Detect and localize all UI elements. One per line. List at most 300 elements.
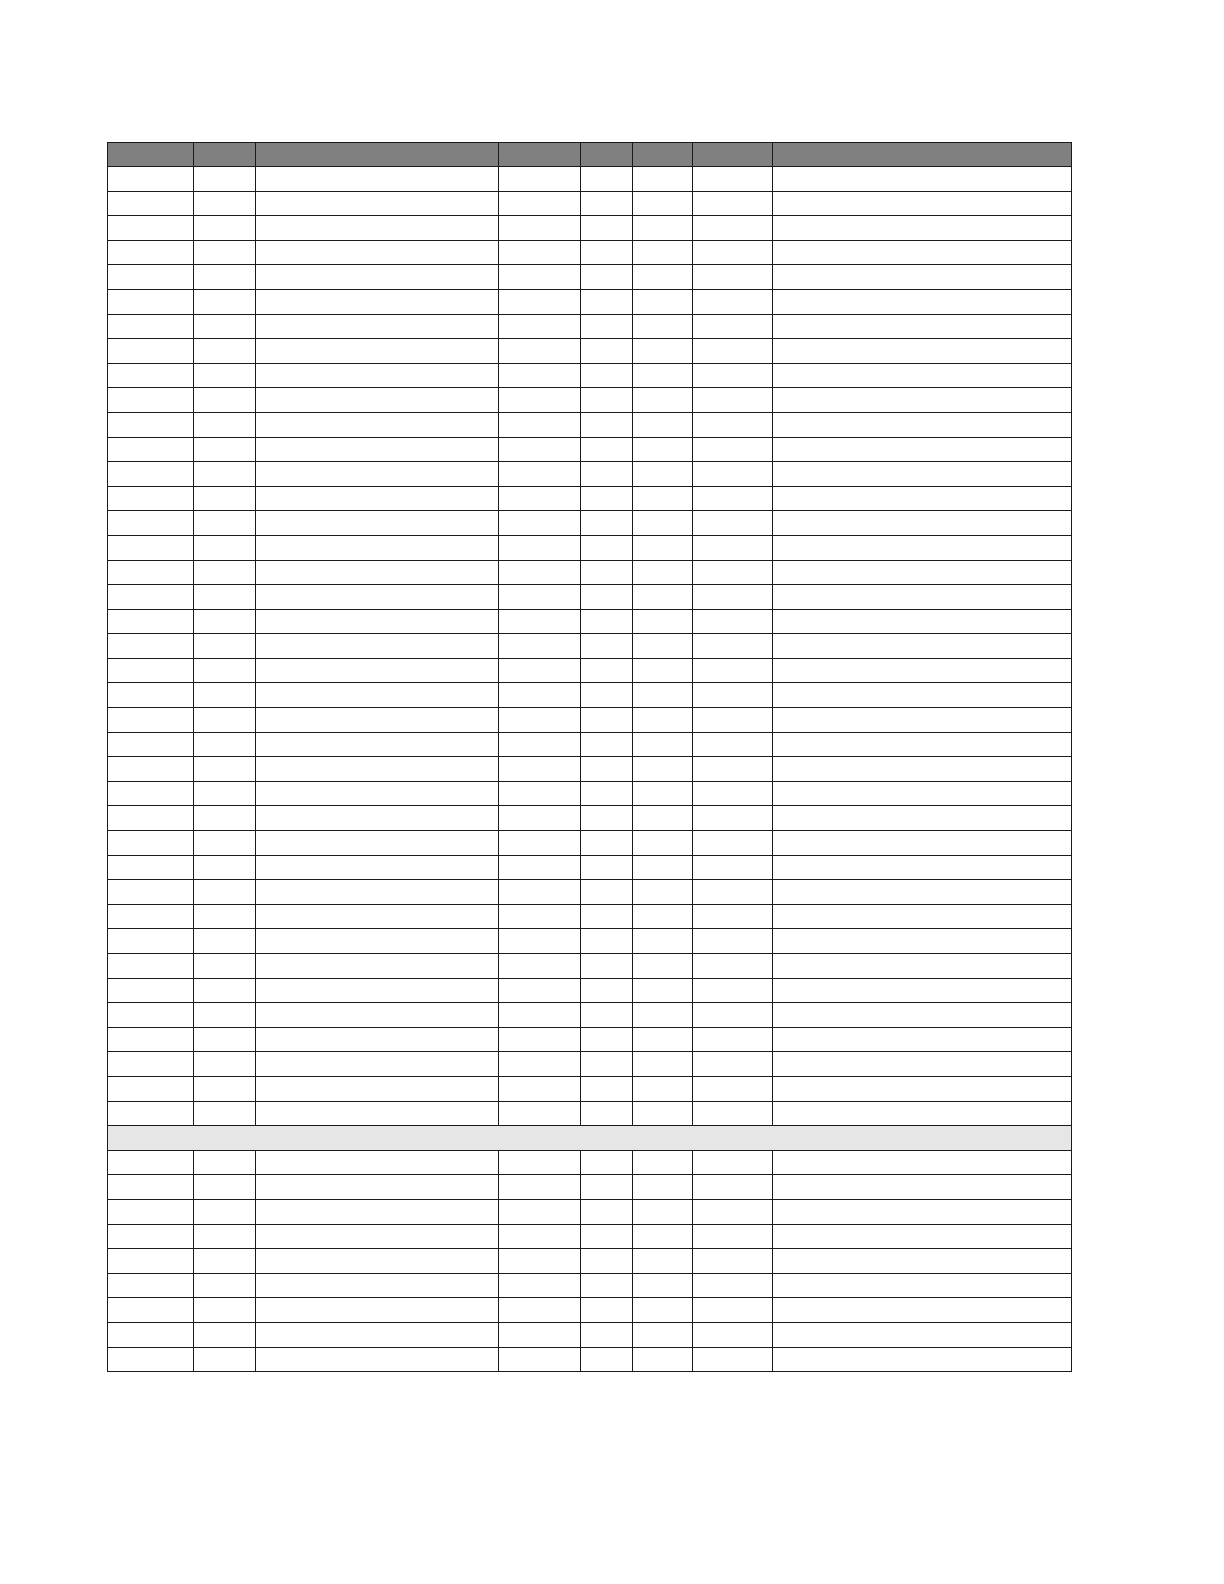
- table-row: [108, 781, 1072, 806]
- table-row: [108, 585, 1072, 610]
- table-cell: [256, 880, 499, 905]
- table-cell: [773, 1175, 1072, 1200]
- table-row: [108, 1273, 1072, 1298]
- table-cell: [108, 265, 194, 290]
- table-row: [108, 462, 1072, 487]
- table-cell: [499, 289, 581, 314]
- table-cell: [256, 609, 499, 634]
- table-cell: [693, 462, 773, 487]
- table-cell: [256, 1199, 499, 1224]
- table-cell: [499, 683, 581, 708]
- table-cell: [108, 216, 194, 241]
- table-cell: [773, 363, 1072, 388]
- table-cell: [256, 1175, 499, 1200]
- table-row: [108, 511, 1072, 536]
- table-cell: [773, 289, 1072, 314]
- table-cell: [633, 1150, 693, 1175]
- table-row: [108, 658, 1072, 683]
- table-cell: [773, 167, 1072, 192]
- table-cell: [633, 904, 693, 929]
- table-cell: [499, 462, 581, 487]
- data-table: [107, 142, 1072, 1372]
- table-cell: [693, 1003, 773, 1028]
- table-row: [108, 1027, 1072, 1052]
- table-cell: [633, 634, 693, 659]
- table-cell: [194, 634, 256, 659]
- table-cell: [499, 904, 581, 929]
- table-cell: [693, 1150, 773, 1175]
- table-cell: [633, 609, 693, 634]
- table-cell: [499, 634, 581, 659]
- table-cell: [633, 1347, 693, 1372]
- table-cell: [693, 388, 773, 413]
- table-cell: [194, 585, 256, 610]
- table-cell: [499, 978, 581, 1003]
- table-cell: [108, 1076, 194, 1101]
- table-cell: [633, 363, 693, 388]
- table-cell: [693, 363, 773, 388]
- table-cell: [581, 1347, 633, 1372]
- table-cell: [256, 683, 499, 708]
- table-cell: [581, 880, 633, 905]
- table-cell: [194, 1322, 256, 1347]
- table-cell: [773, 265, 1072, 290]
- table-cell: [108, 880, 194, 905]
- table-cell: [194, 486, 256, 511]
- table-cell: [773, 191, 1072, 216]
- table-cell: [499, 954, 581, 979]
- table-cell: [499, 855, 581, 880]
- table-cell: [256, 634, 499, 659]
- table-row: [108, 1224, 1072, 1249]
- table-cell: [581, 1076, 633, 1101]
- table-cell: [256, 462, 499, 487]
- table-cell: [108, 1273, 194, 1298]
- table-cell: [773, 1003, 1072, 1028]
- table-cell: [693, 412, 773, 437]
- table-cell: [581, 216, 633, 241]
- table-cell: [581, 1175, 633, 1200]
- table-cell: [633, 831, 693, 856]
- table-cell: [693, 167, 773, 192]
- table-cell: [773, 831, 1072, 856]
- table-cell: [773, 412, 1072, 437]
- table-cell: [108, 1249, 194, 1274]
- table-cell: [693, 929, 773, 954]
- table-cell: [581, 412, 633, 437]
- table-cell: [108, 1003, 194, 1028]
- table-cell: [256, 1027, 499, 1052]
- table-cell: [256, 265, 499, 290]
- table-cell: [194, 511, 256, 536]
- table-cell: [499, 560, 581, 585]
- table-cell: [194, 831, 256, 856]
- table-row: [108, 363, 1072, 388]
- table-cell: [693, 1347, 773, 1372]
- table-cell: [581, 1199, 633, 1224]
- table-cell: [693, 240, 773, 265]
- table-cell: [256, 1052, 499, 1077]
- table-cell: [773, 855, 1072, 880]
- table-cell: [693, 1175, 773, 1200]
- table-cell: [499, 1273, 581, 1298]
- table-cell: [581, 855, 633, 880]
- table-cell: [693, 1199, 773, 1224]
- table-cell: [633, 339, 693, 364]
- table-cell: [499, 1052, 581, 1077]
- table-cell: [633, 1101, 693, 1126]
- table-cell: [499, 1249, 581, 1274]
- table-cell: [633, 1052, 693, 1077]
- table-cell: [499, 363, 581, 388]
- table-cell: [773, 388, 1072, 413]
- table-cell: [773, 560, 1072, 585]
- table-cell: [499, 1076, 581, 1101]
- table-cell: [256, 806, 499, 831]
- table-cell: [693, 486, 773, 511]
- table-cell: [581, 1003, 633, 1028]
- table-cell: [256, 535, 499, 560]
- table-cell: [194, 1224, 256, 1249]
- table-row: [108, 880, 1072, 905]
- table-cell: [256, 1273, 499, 1298]
- table-cell: [633, 314, 693, 339]
- table-cell: [194, 880, 256, 905]
- table-cell: [194, 1076, 256, 1101]
- table-cell: [108, 486, 194, 511]
- table-cell: [773, 1150, 1072, 1175]
- table-cell: [581, 781, 633, 806]
- table-cell: [581, 1150, 633, 1175]
- table-row: [108, 1298, 1072, 1323]
- table-cell: [581, 1101, 633, 1126]
- table-cell: [581, 585, 633, 610]
- table-cell: [773, 1224, 1072, 1249]
- table-cell: [693, 1249, 773, 1274]
- table-cell: [499, 535, 581, 560]
- table-cell: [773, 634, 1072, 659]
- table-cell: [108, 831, 194, 856]
- table-cell: [633, 658, 693, 683]
- table-cell: [581, 1224, 633, 1249]
- table-row: [108, 806, 1072, 831]
- table-cell: [581, 314, 633, 339]
- table-cell: [773, 609, 1072, 634]
- table-cell: [108, 462, 194, 487]
- table-cell: [194, 781, 256, 806]
- table-cell: [581, 462, 633, 487]
- table-cell: [194, 289, 256, 314]
- table-cell: [693, 191, 773, 216]
- table-cell: [194, 462, 256, 487]
- table-cell: [194, 167, 256, 192]
- table-cell: [693, 585, 773, 610]
- table-cell: [108, 658, 194, 683]
- table-cell: [194, 1199, 256, 1224]
- table-cell: [194, 757, 256, 782]
- table-cell: [256, 1076, 499, 1101]
- table-cell: [633, 240, 693, 265]
- table-cell: [633, 388, 693, 413]
- table-cell: [108, 1027, 194, 1052]
- table-cell: [633, 1298, 693, 1323]
- table-cell: [693, 831, 773, 856]
- table-cell: [256, 1150, 499, 1175]
- table-cell: [773, 314, 1072, 339]
- table-cell: [499, 757, 581, 782]
- table-cell: [633, 1322, 693, 1347]
- table-cell: [581, 339, 633, 364]
- table-cell: [194, 1150, 256, 1175]
- table-cell: [256, 314, 499, 339]
- table-cell: [108, 363, 194, 388]
- table-cell: [256, 191, 499, 216]
- table-cell: [108, 1322, 194, 1347]
- table-cell: [581, 978, 633, 1003]
- column-header: [693, 143, 773, 167]
- table-cell: [581, 732, 633, 757]
- table-cell: [108, 1052, 194, 1077]
- table-cell: [108, 806, 194, 831]
- table-cell: [499, 708, 581, 733]
- table-cell: [773, 486, 1072, 511]
- table-cell: [194, 1347, 256, 1372]
- table-cell: [693, 511, 773, 536]
- table-cell: [108, 1175, 194, 1200]
- table-cell: [693, 289, 773, 314]
- table-cell: [499, 1027, 581, 1052]
- table-cell: [633, 978, 693, 1003]
- header-row: [108, 143, 1072, 167]
- table-cell: [108, 757, 194, 782]
- table-row: [108, 216, 1072, 241]
- table-cell: [256, 708, 499, 733]
- table-cell: [499, 1224, 581, 1249]
- table-cell: [773, 732, 1072, 757]
- table-cell: [633, 216, 693, 241]
- table-cell: [773, 658, 1072, 683]
- table-cell: [633, 265, 693, 290]
- table-row: [108, 388, 1072, 413]
- table-cell: [108, 954, 194, 979]
- table-cell: [633, 781, 693, 806]
- table-cell: [633, 806, 693, 831]
- table-cell: [499, 1298, 581, 1323]
- table-cell: [773, 1347, 1072, 1372]
- table-cell: [499, 1003, 581, 1028]
- table-cell: [108, 585, 194, 610]
- table-cell: [581, 363, 633, 388]
- table-cell: [108, 560, 194, 585]
- table-cell: [773, 781, 1072, 806]
- table-cell: [581, 437, 633, 462]
- table-cell: [773, 511, 1072, 536]
- table-cell: [581, 1298, 633, 1323]
- table-cell: [108, 1199, 194, 1224]
- column-header: [633, 143, 693, 167]
- table-cell: [773, 1273, 1072, 1298]
- table-cell: [256, 757, 499, 782]
- table-cell: [194, 388, 256, 413]
- table-cell: [108, 929, 194, 954]
- table-cell: [633, 683, 693, 708]
- table-cell: [194, 535, 256, 560]
- table-row: [108, 831, 1072, 856]
- table-cell: [633, 954, 693, 979]
- table-cell: [581, 511, 633, 536]
- table-cell: [633, 1003, 693, 1028]
- table-cell: [256, 1298, 499, 1323]
- table-row: [108, 1101, 1072, 1126]
- table-cell: [194, 1175, 256, 1200]
- table-cell: [633, 585, 693, 610]
- table-cell: [581, 708, 633, 733]
- table-cell: [194, 732, 256, 757]
- table-cell: [108, 240, 194, 265]
- table-cell: [581, 1322, 633, 1347]
- table-cell: [256, 511, 499, 536]
- table-cell: [108, 314, 194, 339]
- table-cell: [693, 339, 773, 364]
- table-cell: [256, 1347, 499, 1372]
- table-cell: [581, 240, 633, 265]
- table-cell: [256, 954, 499, 979]
- table-cell: [633, 1027, 693, 1052]
- table-cell: [108, 412, 194, 437]
- table-row: [108, 535, 1072, 560]
- table-cell: [194, 339, 256, 364]
- table-cell: [194, 560, 256, 585]
- table-cell: [256, 1249, 499, 1274]
- table-cell: [581, 954, 633, 979]
- table-row: [108, 314, 1072, 339]
- table-cell: [633, 1076, 693, 1101]
- table-cell: [194, 1273, 256, 1298]
- table-cell: [256, 855, 499, 880]
- table-row: [108, 855, 1072, 880]
- table-cell: [108, 1150, 194, 1175]
- table-cell: [194, 1003, 256, 1028]
- table-cell: [693, 609, 773, 634]
- table-cell: [773, 1298, 1072, 1323]
- table-cell: [693, 216, 773, 241]
- table-row: [108, 1249, 1072, 1274]
- table-cell: [633, 462, 693, 487]
- table-cell: [194, 265, 256, 290]
- table-cell: [499, 781, 581, 806]
- table-cell: [194, 708, 256, 733]
- table-cell: [773, 806, 1072, 831]
- table-cell: [499, 486, 581, 511]
- table-cell: [108, 511, 194, 536]
- table-cell: [108, 732, 194, 757]
- table-cell: [194, 609, 256, 634]
- table-cell: [194, 855, 256, 880]
- table-cell: [693, 1322, 773, 1347]
- table-cell: [633, 486, 693, 511]
- table-cell: [256, 560, 499, 585]
- table-cell: [693, 683, 773, 708]
- table-cell: [581, 388, 633, 413]
- table-cell: [194, 363, 256, 388]
- table-cell: [633, 535, 693, 560]
- table-cell: [256, 339, 499, 364]
- table-cell: [693, 658, 773, 683]
- table-cell: [633, 880, 693, 905]
- table-cell: [693, 1224, 773, 1249]
- table-cell: [633, 1199, 693, 1224]
- table-cell: [581, 904, 633, 929]
- table-cell: [194, 1101, 256, 1126]
- table-cell: [256, 1003, 499, 1028]
- table-cell: [194, 978, 256, 1003]
- table-cell: [108, 167, 194, 192]
- table-cell: [693, 1076, 773, 1101]
- table-row: [108, 929, 1072, 954]
- table-cell: [773, 757, 1072, 782]
- table-cell: [194, 1027, 256, 1052]
- table-cell: [194, 437, 256, 462]
- table-cell: [773, 1322, 1072, 1347]
- table-cell: [633, 732, 693, 757]
- table-cell: [499, 929, 581, 954]
- table-cell: [499, 191, 581, 216]
- table-cell: [693, 757, 773, 782]
- table-cell: [256, 289, 499, 314]
- table-cell: [773, 954, 1072, 979]
- table-cell: [256, 363, 499, 388]
- table-cell: [693, 560, 773, 585]
- column-header: [773, 143, 1072, 167]
- table-cell: [108, 855, 194, 880]
- table-cell: [773, 437, 1072, 462]
- table-cell: [773, 1101, 1072, 1126]
- table-row: [108, 240, 1072, 265]
- table-cell: [773, 585, 1072, 610]
- table-cell: [108, 634, 194, 659]
- table-cell: [256, 831, 499, 856]
- table-cell: [499, 339, 581, 364]
- table-cell: [256, 412, 499, 437]
- table-cell: [194, 412, 256, 437]
- table-cell: [581, 486, 633, 511]
- table-cell: [499, 216, 581, 241]
- table-cell: [194, 806, 256, 831]
- table-cell: [108, 904, 194, 929]
- table-cell: [773, 1249, 1072, 1274]
- table-cell: [194, 240, 256, 265]
- table-cell: [693, 634, 773, 659]
- table-cell: [773, 216, 1072, 241]
- table-cell: [499, 388, 581, 413]
- table-cell: [256, 781, 499, 806]
- table-cell: [194, 1298, 256, 1323]
- table-row: [108, 954, 1072, 979]
- table-cell: [581, 1027, 633, 1052]
- table-cell: [773, 1076, 1072, 1101]
- table-cell: [693, 1298, 773, 1323]
- table-cell: [256, 216, 499, 241]
- table-cell: [499, 1199, 581, 1224]
- table-cell: [499, 167, 581, 192]
- table-cell: [499, 1101, 581, 1126]
- table-cell: [256, 388, 499, 413]
- table-row: [108, 191, 1072, 216]
- table-row: [108, 1199, 1072, 1224]
- table-cell: [581, 757, 633, 782]
- column-header: [499, 143, 581, 167]
- table-cell: [693, 855, 773, 880]
